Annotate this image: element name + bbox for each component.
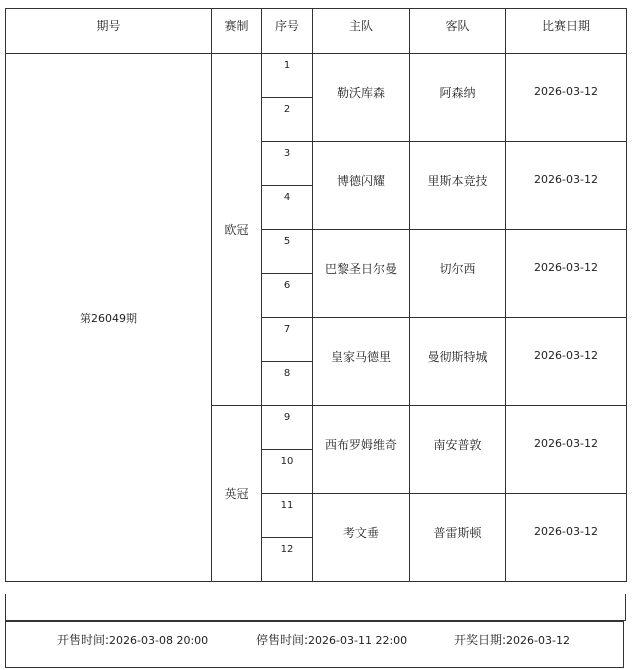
- away-team: 里斯本竞技: [410, 142, 506, 230]
- competition-cell: 欧冠: [212, 54, 262, 406]
- home-team: 考文垂: [313, 494, 410, 582]
- match-date: 2026-03-12: [506, 54, 627, 142]
- match-date: 2026-03-12: [506, 406, 627, 494]
- draw-value: 2026-03-12: [506, 634, 570, 647]
- seq-cell: 12: [262, 538, 313, 582]
- home-team: 皇家马德里: [313, 318, 410, 406]
- match-date: 2026-03-12: [506, 494, 627, 582]
- competition-cell: 英冠: [212, 406, 262, 582]
- seq-cell: 8: [262, 362, 313, 406]
- away-team: 切尔西: [410, 230, 506, 318]
- sale-stop-time: [256, 631, 407, 648]
- header-issue: 期号: [6, 9, 212, 54]
- seq-cell: 1: [262, 54, 313, 98]
- seq-cell: 2: [262, 98, 313, 142]
- match-date: 2026-03-12: [506, 318, 627, 406]
- header-row: [6, 9, 627, 54]
- home-team: 博德闪耀: [313, 142, 410, 230]
- sale-stop-value: 2026-03-11 22:00: [308, 634, 408, 647]
- away-team: 阿森纳: [410, 54, 506, 142]
- header-seq: 序号: [262, 9, 313, 54]
- home-team: 西布罗姆维奇: [313, 406, 410, 494]
- sale-open-time: [57, 631, 208, 648]
- seq-cell: 9: [262, 406, 313, 450]
- draw-date: [454, 631, 570, 648]
- header-competition: 赛制: [212, 9, 262, 54]
- footer-info-row: [5, 621, 624, 668]
- header-date: 比赛日期: [506, 9, 627, 54]
- seq-cell: 11: [262, 494, 313, 538]
- match-date: 2026-03-12: [506, 230, 627, 318]
- seq-cell: 3: [262, 142, 313, 186]
- match-date: 2026-03-12: [506, 142, 627, 230]
- seq-cell: 6: [262, 274, 313, 318]
- sale-stop-label: 停售时间:: [256, 633, 309, 647]
- schedule-table: [5, 8, 627, 582]
- sale-open-label: 开售时间:: [57, 633, 110, 647]
- table-row: [6, 54, 627, 98]
- away-team: 南安普敦: [410, 406, 506, 494]
- header-home: 主队: [313, 9, 410, 54]
- seq-cell: 4: [262, 186, 313, 230]
- home-team: 勒沃库森: [313, 54, 410, 142]
- footer-blank-row: [5, 594, 626, 621]
- away-team: 曼彻斯特城: [410, 318, 506, 406]
- header-away: 客队: [410, 9, 506, 54]
- home-team: 巴黎圣日尔曼: [313, 230, 410, 318]
- draw-label: 开奖日期:: [454, 633, 507, 647]
- seq-cell: 10: [262, 450, 313, 494]
- sale-open-value: 2026-03-08 20:00: [109, 634, 209, 647]
- away-team: 普雷斯顿: [410, 494, 506, 582]
- seq-cell: 5: [262, 230, 313, 274]
- issue-number: 第26049期: [6, 54, 212, 582]
- seq-cell: 7: [262, 318, 313, 362]
